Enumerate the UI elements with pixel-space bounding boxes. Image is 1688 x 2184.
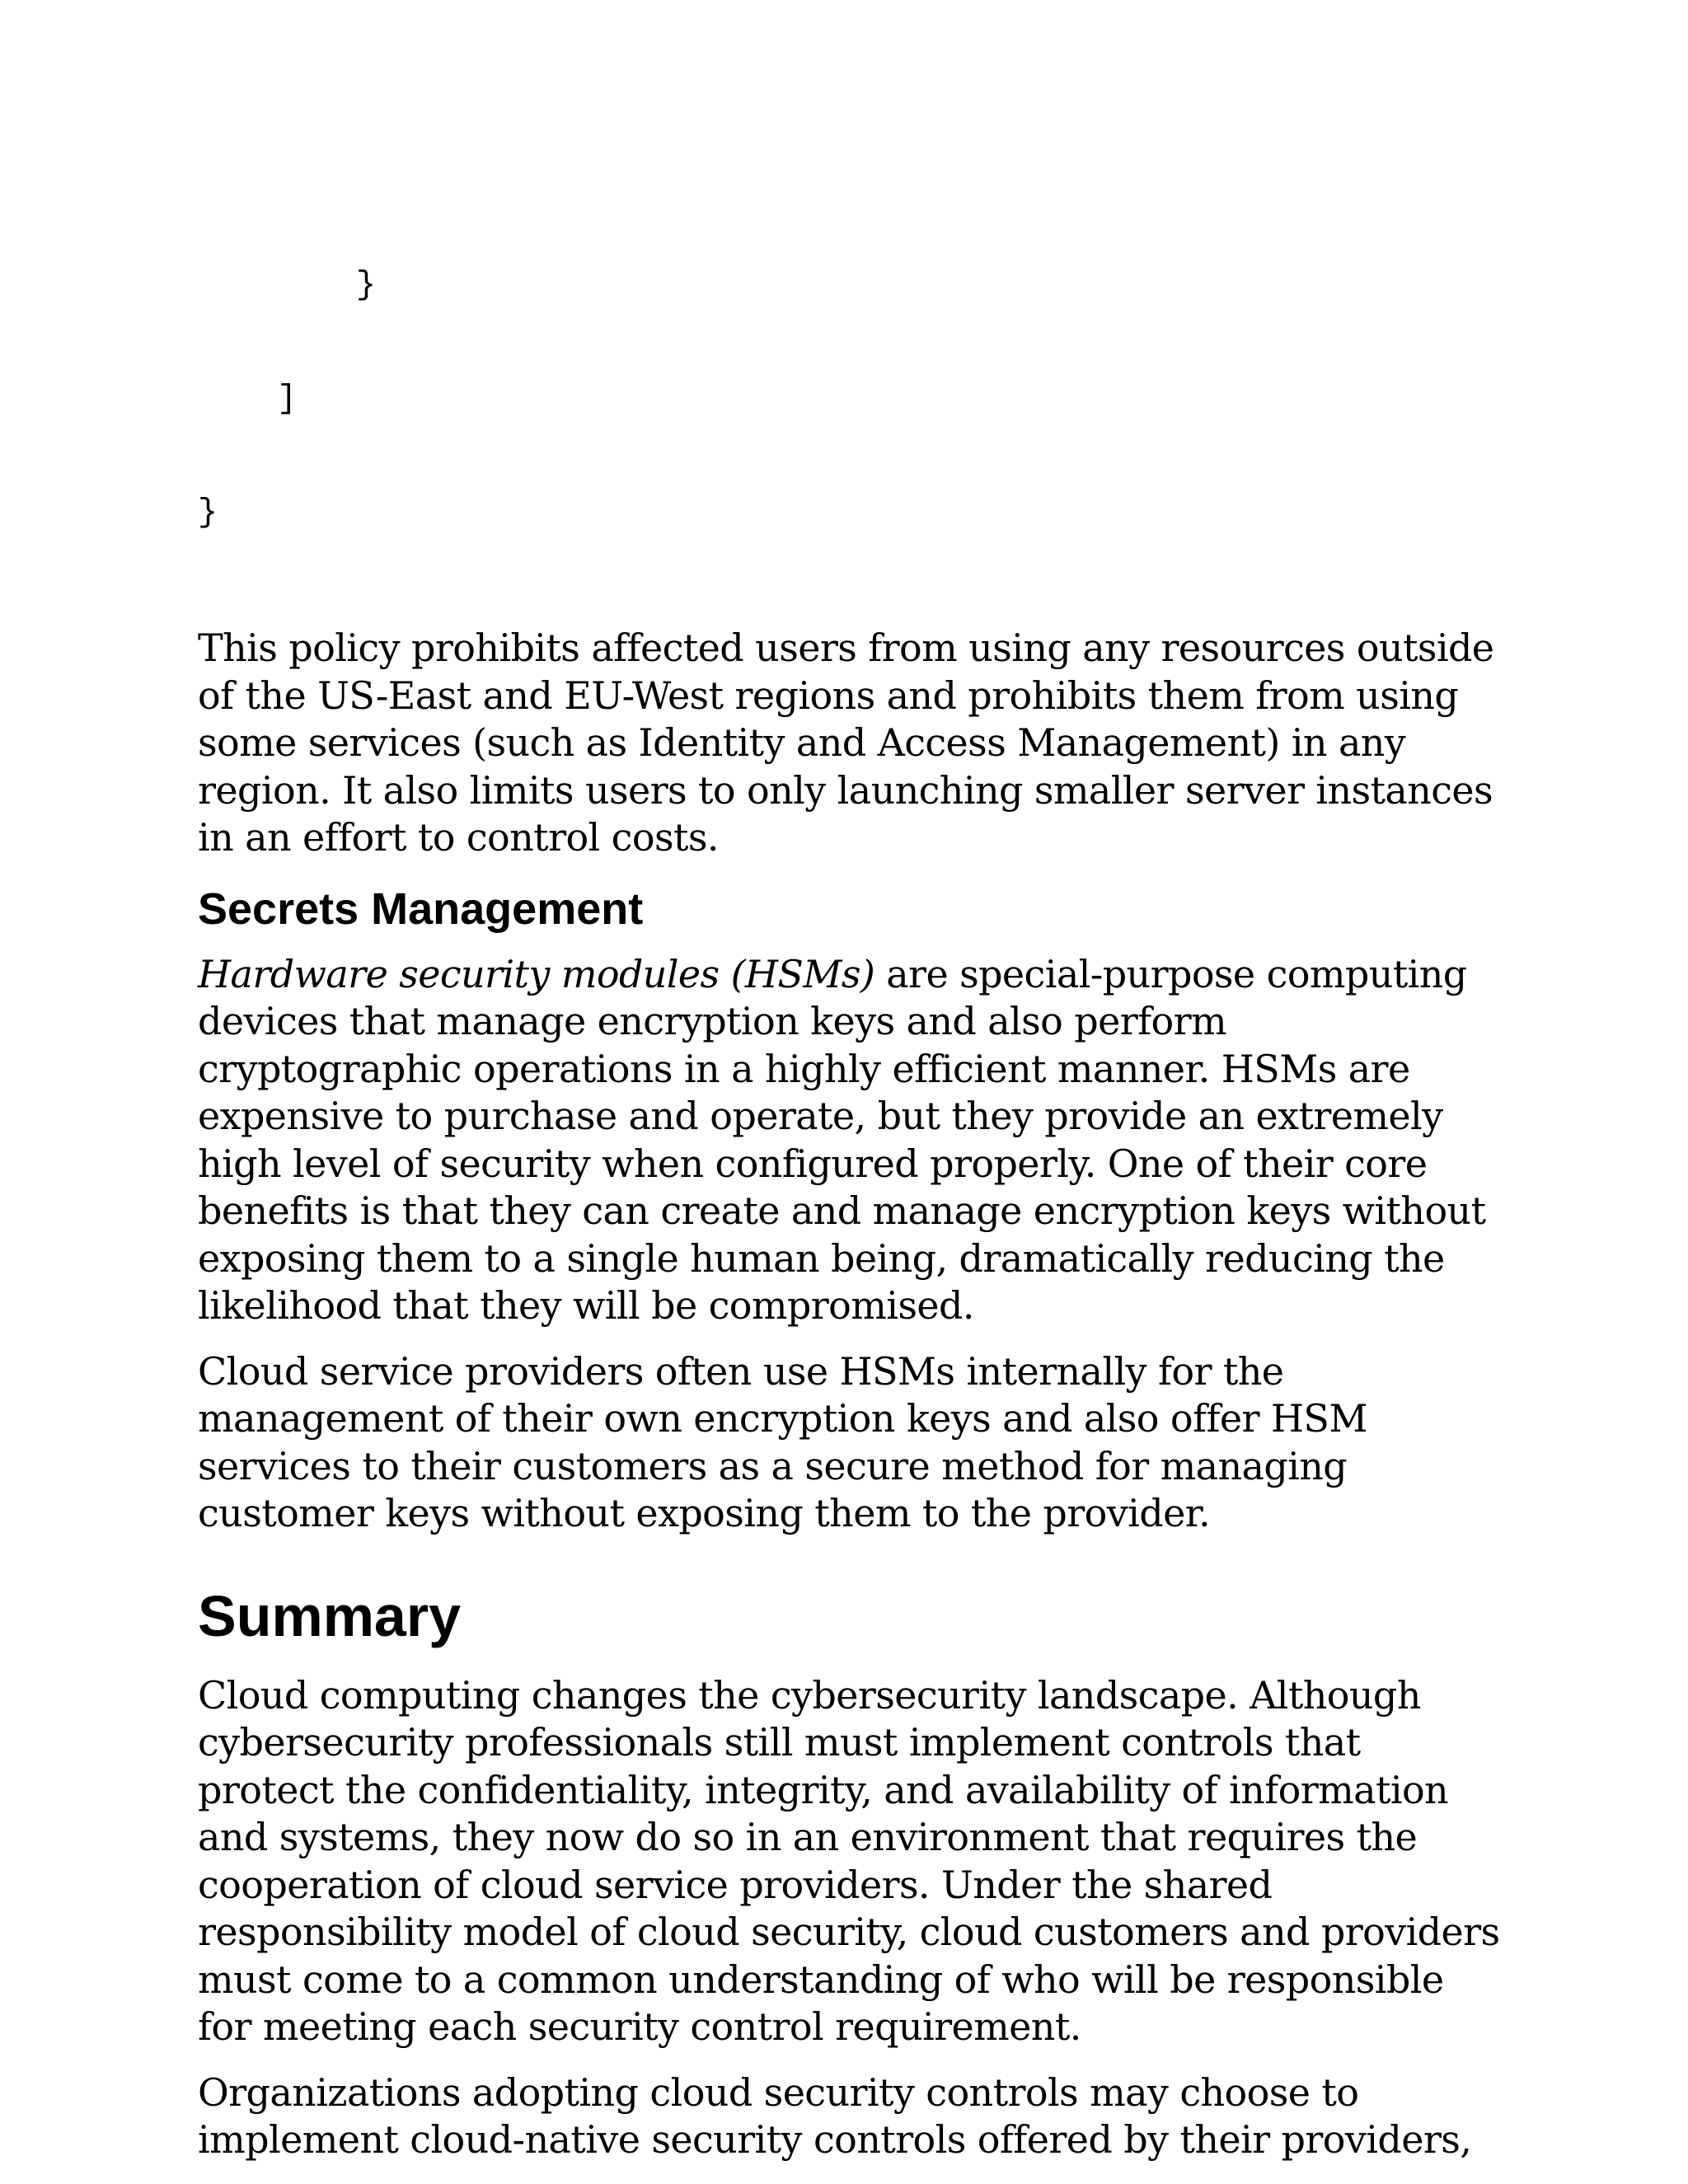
summary-heading: Summary [198, 1583, 462, 1648]
hsm-cloud-paragraph: Cloud service providers often use HSMs internally for the management of their own encryption keys and also offer HSM services to their customers as a secure method for managing customer keys without exposing them to the provider. [198, 1348, 1367, 1535]
hsm-term: Hardware security modules (HSMs) [198, 951, 875, 996]
secrets-management-heading: Secrets Management [198, 883, 644, 934]
code-line: } [198, 494, 218, 532]
policy-paragraph: This policy prohibits affected users from using any resources outside of the US-East and EU-West regions and prohibits them from using some services (such as Identity and Access Management) in any region. It also limits users to only launching smaller server instances in an effort to control costs. [198, 626, 1494, 860]
summary-paragraph-1: Cloud computing changes the cybersecurity landscape. Although cybersecurity professionals still must implement controls that protect the confidentiality, integrity, and availability of information and systems, they now do so in an environment that requires the cooperation of cloud service providers. Under the shared responsibility model of cloud security, cloud customers and providers must come to a common understanding of who will be responsible for meeting each security control requirement. [198, 1672, 1500, 2049]
code-line: ] [198, 381, 298, 418]
hsm-paragraph-text: are special-purpose computing devices that manage encryption keys and also perform cryptographic operations in a highly efficient manner. HSMs are expensive to purchase and operate, but they provide an extremely high level of security when configured properly. One of their core benefits is that they can create and manage encryption keys without exposing them to a single human being, dramatically reducing the likelihood that they will be compromised. [198, 951, 1486, 1328]
hsm-paragraph [198, 951, 1500, 1330]
summary-paragraph-2: Organizations adopting cloud security controls may choose to implement cloud-native security controls offered by their providers, [198, 2069, 1472, 2162]
code-line: } [198, 267, 377, 304]
document-page [198, 191, 1500, 2182]
code-block-tail [198, 191, 1500, 608]
